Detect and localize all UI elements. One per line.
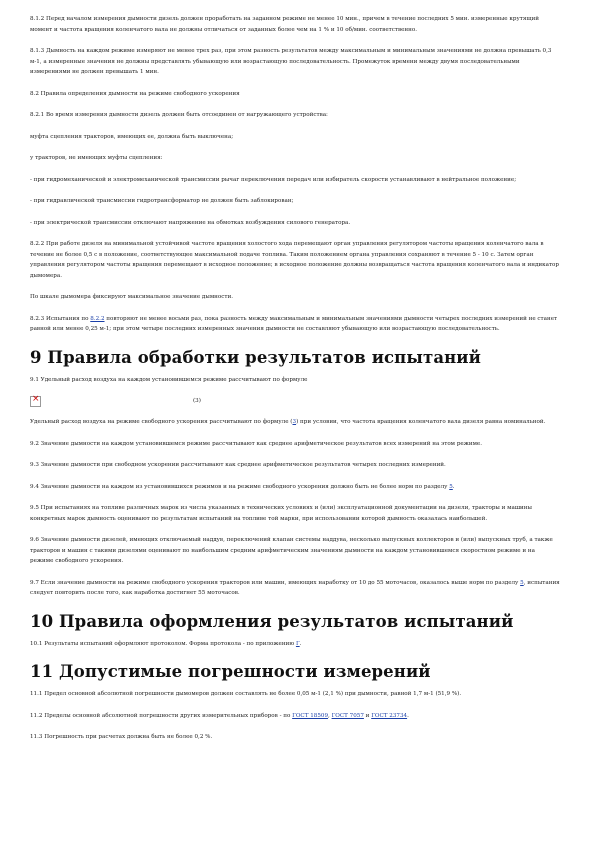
paragraph-9-1-free-accel: [30, 417, 560, 428]
paragraph-8-2-3: [30, 314, 560, 335]
paragraph-fix-max: По шкале дымомера фиксируют максимальное значение дымности.: [30, 294, 234, 300]
text-segment: повторяют не менее восьми раз, пока разность между максимальным и минимальным значениями дымности четырех последних измерений не станет равной или менее 0,25 м-1; при этом четыре последних измеренных значения дымности не составляют убывающую или возрастающую последовательность.: [30, 315, 558, 332]
paragraph-10-1: [30, 639, 560, 650]
paragraph-11-1: 11.1 Предел основной абсолютной погрешности дымомеров должен составлять не более 0,05 м-1 (2,1 %) при дымности, равной 1,7 м-1 (51,9 %).: [30, 691, 462, 697]
paragraph-9-3: 9.3 Значение дымности при свободном ускорении рассчитывают как среднее арифметическое результатов четырех последних измерений.: [30, 462, 446, 468]
text-segment: .: [452, 483, 455, 490]
text-segment: ,: [328, 712, 332, 719]
link-gost-23734[interactable]: ГОСТ 23734: [371, 712, 408, 719]
paragraph-no-clutch: у тракторов, не имеющих муфты сцепления:: [30, 155, 163, 161]
paragraph-electric: - при электрической трансмиссии отключают напряжение на обмотках возбуждения силового генератора.: [30, 219, 351, 226]
formula-row: [30, 393, 560, 409]
text-segment: 8.2.3 Испытания по: [30, 315, 91, 322]
link-formula-3[interactable]: 3: [292, 419, 297, 425]
paragraph-11-3: 11.3 Погрешность при расчетах должна быть не более 0,2 %.: [30, 734, 213, 740]
paragraph-9-6: 9.6 Значение дымности дизелей, имеющих отключаемый наддув, переключений клапан системы наддува, несколько выпускных коллекторов и (или) выпускных труб, а также тракторов и машин с такими дизелями оценивают по наибольшим средним арифметическим значениям дымности на каждом установившемся скоростном режиме и на режиме свободного ускорения.: [30, 537, 553, 564]
text-segment: 9.7 Если значение дымности на режиме свободного ускорения тракторов или машин, имеющих наработку от 10 до 55 моточасов, оказалось выше норм по разделу: [30, 579, 521, 586]
text-segment: ) при условии, что частота вращения коленчатого вала дизеля равна номинальной.: [296, 419, 546, 425]
document-page: [30, 14, 560, 743]
paragraph-8-2-2: 8.2.2 При работе дизеля на минимальной устойчивой частоте вращения холостого хода перемещают орган управления регулятором частоты вращения коленчатого вала в течение не более 0,5 с в положение, соответствующее максимальной подаче топлива. Таким положением органа управления сохраняют в течение 5 - 10 с. Затем орган управления регулятором частоты вращения перемещают в исходное положение; в исходное положение должны возвращаться частота вращения коленчатого вала и индикатор дымомера.: [30, 241, 559, 279]
formula-number: (3): [193, 398, 201, 404]
paragraph-9-5: 9.5 При испытаниях на топливе различных марок из числа указанных в технических условиях и (или) эксплуатационной документации на дизели, тракторы и машины конкретных марок дымность оценивают по результатам испытаний на топливе той марки, при использовании которой дымность оказалась наибольшей.: [30, 505, 532, 522]
paragraph-9-1: 9.1 Удельный расход воздуха на каждом установившемся режиме рассчитывают по формуле: [30, 376, 308, 383]
broken-image-icon: [30, 396, 41, 407]
paragraph-11-2: [30, 711, 560, 722]
paragraph-hydraulic: - при гидравлической трансмиссии гидротрансформатор не должен быть заблокирован;: [30, 198, 294, 204]
text-segment: 11.2 Пределы основной абсолютной погрешности других измерительных приборов - по: [30, 712, 293, 719]
paragraph-8-2-1: 8.2.1 Во время измерения дымности дизель должен быть отсоединен от нагружающего устройства:: [30, 112, 328, 118]
paragraph-hydromechanical: - при гидромеханической и электромеханической трансмиссии рычаг переключения передач или избиратель скорости устанавливают в нейтральное положение;: [30, 176, 517, 183]
text-segment: 9.4 Значение дымности на каждом из установившихся режимов и на режиме свободного ускорения должно быть не более норм по разделу: [30, 483, 450, 490]
text-segment: .: [299, 640, 302, 647]
paragraph-clutch: муфта сцепления тракторов, имеющих ее, должна быть выключена;: [30, 133, 234, 140]
paragraph-9-7: [30, 578, 560, 599]
text-segment: , испытания следует повторить после того, как наработка достигнет 55 моточасов.: [30, 579, 560, 596]
section-heading-9: 9 Правила обработки результатов испытаний: [30, 347, 481, 367]
link-section-5[interactable]: 5: [520, 579, 524, 586]
paragraph-8-1-2: 8.1.2 Перед началом измерения дымности дизель должен проработать на заданном режиме не менее 10 мин., причем в течение последних 5 мин. измеренные крутящий момент и частота вращения коленчатого вала не должны отличаться от заданных более чем на 1 % и 10 об/мин. соответственно.: [30, 16, 540, 33]
link-gost-7057[interactable]: ГОСТ 7057: [331, 712, 364, 719]
link-8-2-2[interactable]: 8.2.2: [90, 315, 105, 322]
text-segment: и: [363, 712, 372, 719]
paragraph-8-2: 8.2 Правила определения дымности на режиме свободного ускорения: [30, 90, 240, 97]
paragraph-8-1-3: 8.1.3 Дымность на каждом режиме измеряют не менее трех раз, при этом разность результатов между максимальным и минимальным значениями не должна превышать 0,3 м-1, а измеренные значения не должны представлять убывающую или возрастающую последовательность. Промежуток времени между двумя последовательными измерениями не должен превышать 1 мин.: [30, 48, 552, 75]
text-segment: 10.1 Результаты испытаний оформляют протоколом. Форма протокола - по приложению: [30, 640, 296, 647]
paragraph-9-4: [30, 482, 560, 493]
text-segment: Удельный расход воздуха на режиме свободного ускорения рассчитывают по формуле (: [30, 419, 293, 425]
paragraph-9-2: 9.2 Значение дымности на каждом установившемся режиме рассчитывают как среднее арифметическое результатов всех измерений на этом режиме.: [30, 440, 483, 447]
section-heading-11: 11 Допустимые погрешности измерений: [30, 662, 431, 681]
link-section-5[interactable]: 5: [449, 483, 453, 490]
text-segment: .: [407, 712, 409, 719]
link-gost-18509[interactable]: ГОСТ 18509: [292, 712, 329, 719]
link-appendix-g[interactable]: Г: [295, 640, 300, 647]
section-heading-10: 10 Правила оформления результатов испытаний: [30, 611, 514, 631]
